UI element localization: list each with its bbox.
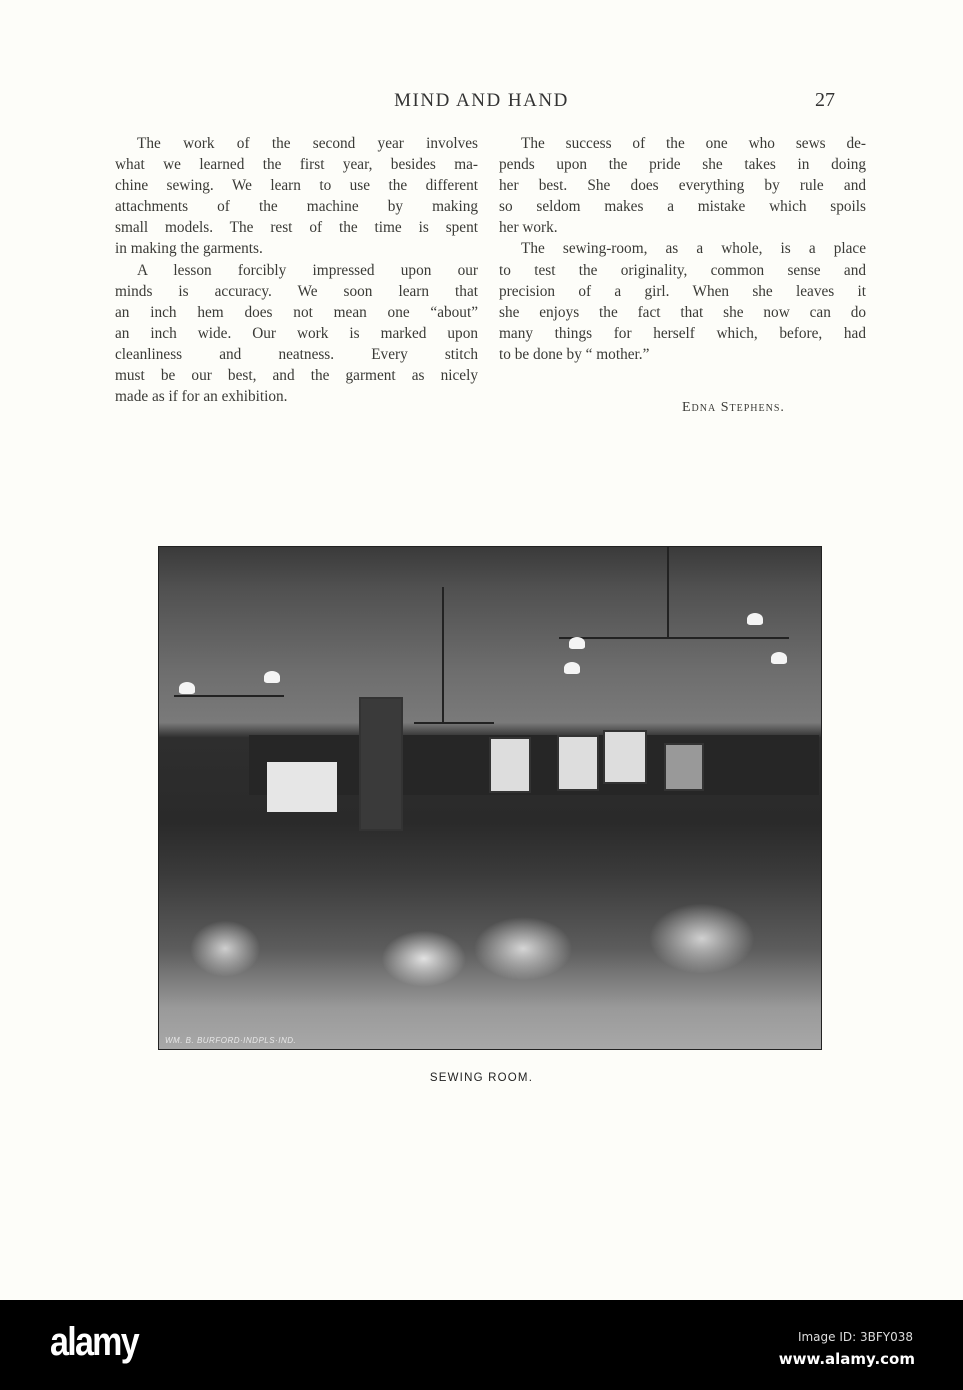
gas-lamp [747,613,763,625]
gas-pipe [174,695,284,697]
photo-caption: SEWING ROOM. [429,1072,534,1084]
gas-pipe [559,637,789,639]
text-line: The sewing-room, as a whole, is a place [521,240,866,258]
gas-lamp [179,682,195,694]
text-line: small models. The rest of the time is spent [115,219,478,237]
left-column [115,133,478,407]
page-number: 27 [815,89,835,111]
text-line: precision of a girl. When she leaves it [499,282,866,300]
alamy-logo: alamy [50,1320,138,1364]
gas-pipe [414,722,494,724]
text-line: A lesson forcibly impressed upon our [137,261,478,279]
text-line: to test the originality, common sense and [499,261,866,279]
wall-picture [664,743,704,791]
wall-picture [557,735,599,791]
text-line: an inch wide. Our work is marked upon [115,324,478,342]
text-line: chine sewing. We learn to use the different [115,177,478,195]
text-line: The work of the second year involves [137,135,478,152]
sewing-room-photo [158,546,822,1050]
text-line: many things for herself which, before, had [499,324,866,342]
wall-picture [489,737,531,793]
text-line: an inch hem does not mean one “about” [115,303,478,321]
gas-pipe [442,587,444,722]
gas-pipe [667,547,669,639]
text-line: her best. She does everything by rule and [499,177,866,195]
gas-lamp [569,637,585,649]
doorway [359,697,403,831]
image-id: Image ID: 3BFY038 [797,1330,913,1344]
text-line: what we learned the first year, besides ma- [115,156,478,174]
author-signature: Edna Stephens. [682,400,785,415]
text-line: The success of the one who sews de- [521,135,866,152]
text-line: her work. [499,219,558,237]
running-title: MIND AND HAND [394,90,569,111]
wall-picture [603,730,647,784]
text-line: in making the garments. [115,240,263,258]
right-column [499,133,866,365]
gas-lamp [771,652,787,664]
photo-credit: WM. B. BURFORD·INDPLS·IND. [165,1036,297,1045]
text-line: minds is accuracy. We soon learn that [115,282,478,300]
text-line: made as if for an exhibition. [115,388,288,406]
gas-lamp [264,671,280,683]
site-url: www.alamy.com [778,1350,915,1368]
text-line: to be done by “ mother.” [499,345,650,363]
text-line: must be our best, and the garment as nicely [115,367,478,385]
text-line: pends upon the pride she takes in doing [499,156,866,174]
gas-lamp [564,662,580,674]
watermark-footer [0,1300,963,1390]
text-line: cleanliness and neatness. Every stitch [115,345,478,363]
text-line: attachments of the machine by making [115,198,478,216]
garments-on-wall [267,762,337,812]
text-line: she enjoys the fact that she now can do [499,303,866,321]
text-line: so seldom makes a mistake which spoils [499,198,866,216]
